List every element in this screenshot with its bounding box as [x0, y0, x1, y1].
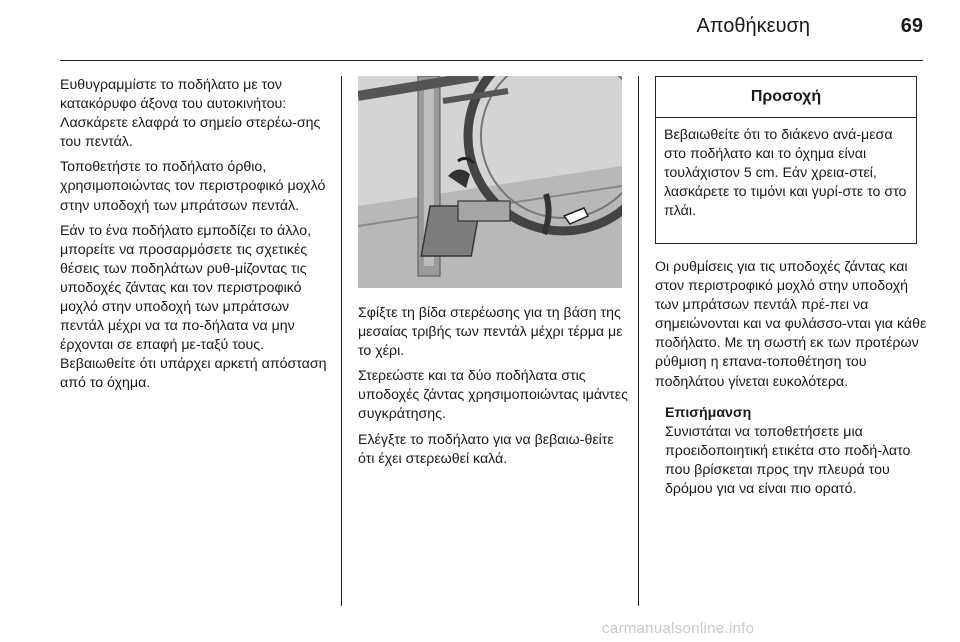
paragraph: Σφίξτε τη βίδα στερέωσης για τη βάση της μεσαίας τριβής των πεντάλ μέχρι τέρμα με το χέρι.: [358, 305, 623, 360]
caution-title: Προσοχή: [656, 77, 916, 118]
paragraph: Στερεώστε και τα δύο ποδήλατα στις υποδοχές ζάντας χρησιμοποιώντας ιμάντες συγκράτησης.: [358, 368, 628, 423]
note-body: Συνιστάται να τοποθετήσετε μια προειδοποιητική ετικέτα στο ποδή‐λατο που βρίσκεται προς την πλευρά του δρόμου για να είναι πιο ορατό.: [665, 423, 911, 498]
paragraph: Ευθυγραμμίστε το ποδήλατο με τον κατακόρυφο άξονα του αυτοκινήτου: Λασκάρετε ελαφρά το σημείο στερέω‐σης του πεντάλ.: [60, 77, 321, 151]
column-middle: [358, 304, 628, 475]
header-divider: [60, 60, 923, 61]
paragraph: Οι ρυθμίσεις για τις υποδοχές ζάντας και στον περιστροφικό μοχλό στην υποδοχή των μπράτσων πεντάλ πρέ‐πει να σημειώνονται και να φυλάσσο‐νται για κάθε ποδήλατο. Με τη σωστή εκ των προτέρων ρύθμιση η επανα‐τοποθέτηση του ποδηλάτου γίνεται ευκολότερα.: [655, 259, 927, 390]
column-divider-2: [638, 76, 639, 606]
note-title: Επισήμανση: [665, 404, 752, 421]
illustration-drawing: [358, 76, 622, 288]
watermark: carmanualsonline.info: [602, 620, 755, 637]
page-header-title: Αποθήκευση: [696, 15, 810, 37]
caution-body: Βεβαιωθείτε ότι το διάκενο ανά‐μεσα στο ποδήλατο και το όχημα είναι τουλάχιστον 5 cm. Εάν χρεια‐στεί, λασκάρετε το τιμόνι και γυρί‐στε το στο πλάι.: [664, 127, 907, 220]
column-divider-1: [341, 76, 342, 606]
page-number: 69: [900, 15, 923, 37]
caution-box: [655, 76, 917, 244]
paragraph: Εάν το ένα ποδήλατο εμποδίζει το άλλο, μπορείτε να προσαρμόσετε τις σχετικές θέσεις των ποδηλάτων ρυθ‐μίζοντας τις υποδοχές ζάντας και τον περιστροφικό μοχλό στην υποδοχή των μπράτσων πεντάλ μέχρι να τα πο‐δήλατα να μην έρχονται σε επαφή με‐ταξύ τους. Βεβαιωθείτε ότι υπάρχει αρκετή απόσταση από το όχημα.: [60, 222, 327, 392]
paragraph: Ελέγξτε το ποδήλατο για να βεβαιω‐θείτε ότι έχει στερεωθεί καλά.: [358, 431, 614, 467]
column-right: [655, 258, 927, 499]
bike-carrier-illustration: [358, 76, 622, 288]
column-left: [60, 76, 335, 400]
paragraph: Τοποθετήστε το ποδήλατο όρθιο, χρησιμοποιώντας τον περιστροφικό μοχλό στην υποδοχή των μπράτσων πεντάλ.: [60, 159, 326, 214]
note-block: [665, 404, 927, 499]
